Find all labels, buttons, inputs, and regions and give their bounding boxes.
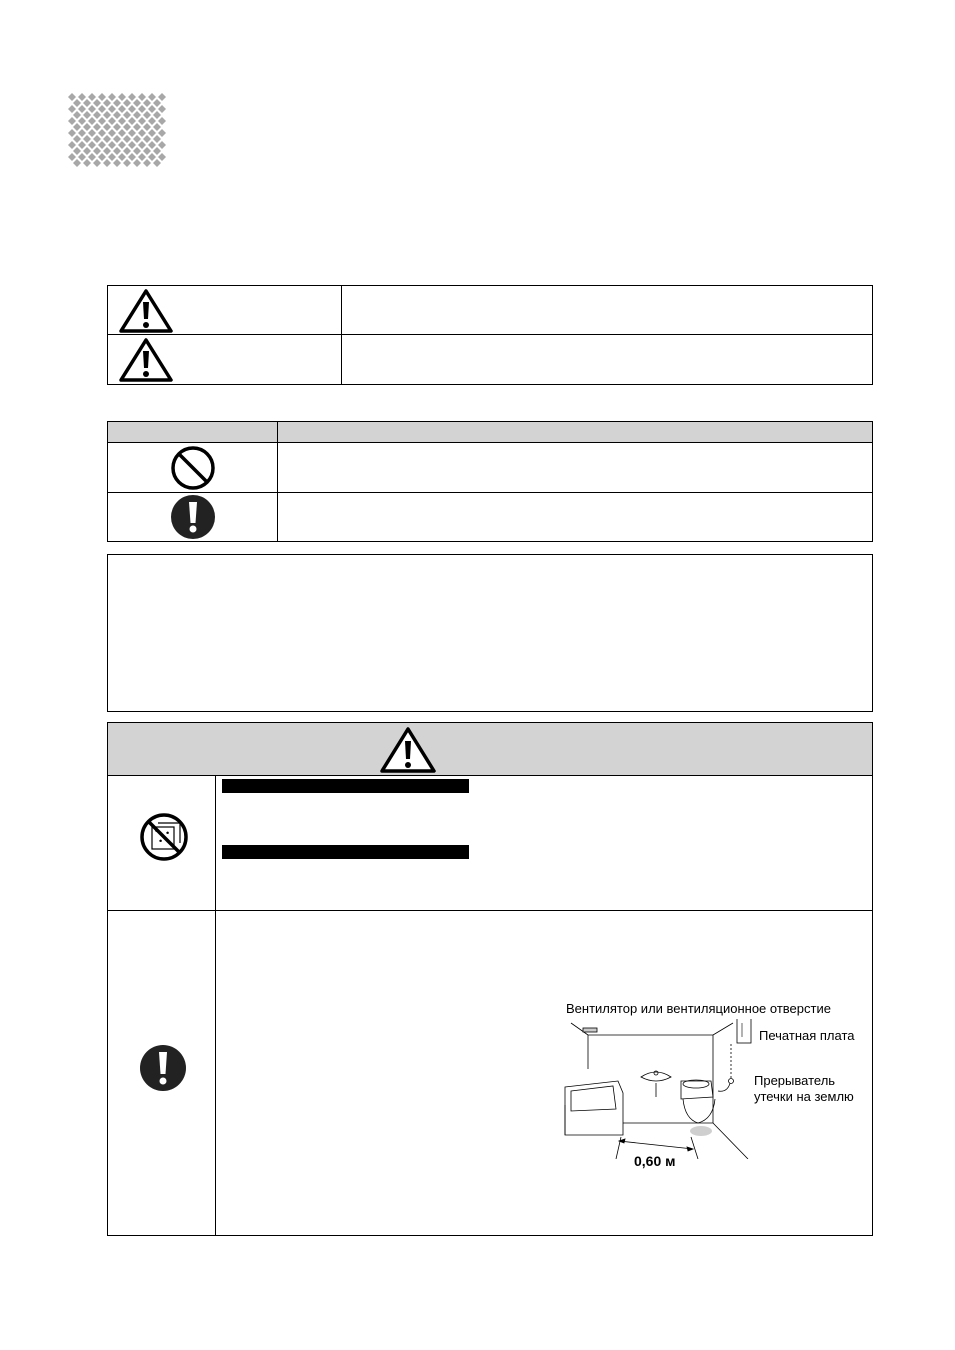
figure-label-fan: Вентилятор или вентиляционное отверстие bbox=[566, 1001, 831, 1016]
bathroom-line-drawing bbox=[563, 1019, 753, 1159]
figure-dimension: 0,60 м bbox=[634, 1153, 676, 1169]
redacted-text-bar bbox=[222, 845, 469, 859]
info-box bbox=[107, 554, 873, 712]
no-water-splash-icon bbox=[139, 811, 189, 863]
prohibition-circle-icon bbox=[169, 445, 217, 491]
redacted-text-bar bbox=[222, 779, 469, 793]
figure-label-breaker: Прерыватель bbox=[754, 1073, 836, 1088]
figure-label-board: Печатная плата bbox=[759, 1028, 855, 1043]
mandatory-exclamation-icon bbox=[169, 494, 217, 540]
table-header-band bbox=[108, 422, 872, 443]
warning-triangle-icon bbox=[379, 725, 437, 775]
bathroom-installation-figure bbox=[563, 995, 868, 1195]
warning-triangle-icon bbox=[118, 337, 174, 383]
warning-triangle-icon bbox=[118, 288, 174, 334]
warning-header-band bbox=[108, 723, 872, 776]
mandatory-exclamation-icon bbox=[138, 1043, 188, 1093]
dot-grid-logo bbox=[68, 93, 166, 169]
warning-section bbox=[107, 722, 873, 1236]
figure-label-breaker: утечки на землю bbox=[754, 1089, 854, 1104]
warning-levels-table bbox=[107, 285, 873, 385]
symbols-table bbox=[107, 421, 873, 542]
